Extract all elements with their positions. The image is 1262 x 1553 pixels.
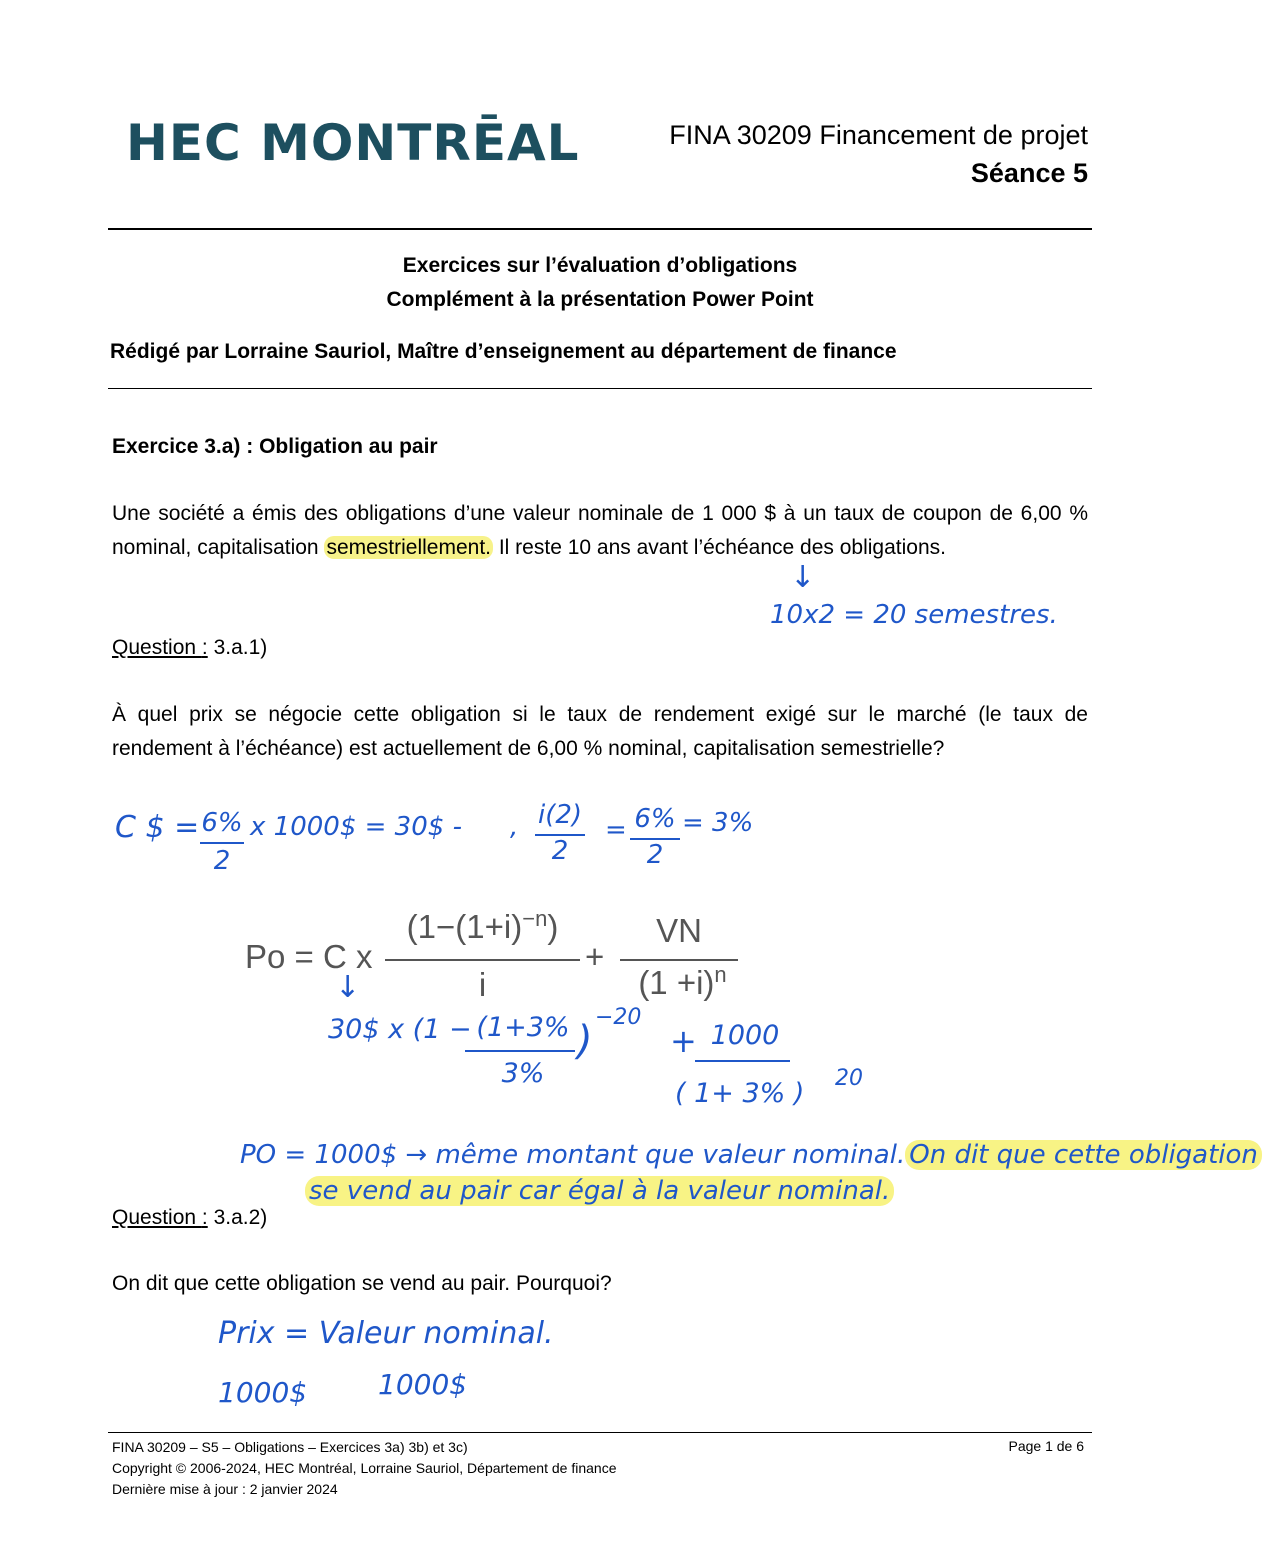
handwritten-fraction-bar bbox=[200, 842, 244, 844]
handwritten-rate-eq: = bbox=[605, 815, 627, 845]
formula-denominator-1: i bbox=[478, 966, 487, 1003]
formula-denominator-2 bbox=[620, 962, 745, 1002]
handwritten-comma: , bbox=[510, 812, 519, 842]
question-1-label bbox=[112, 631, 1088, 665]
statement-part2: Il reste 10 ans avant l’échéance des obligations. bbox=[493, 536, 946, 559]
handwritten-answer: Prix = Valeur nominal. bbox=[218, 1316, 554, 1351]
handwritten-calc-den2: ( 1+ 3% ) bbox=[675, 1078, 805, 1109]
footer-divider bbox=[108, 1432, 1092, 1433]
formula-numerator-1 bbox=[385, 906, 580, 946]
handwritten-rate-den: 2 bbox=[551, 836, 569, 866]
handwritten-calc-den: 3% bbox=[501, 1058, 545, 1089]
handwritten-fraction-bar bbox=[465, 1050, 575, 1052]
course-header bbox=[669, 116, 1088, 192]
author-line: Rédigé par Lorraine Sauriol, Maître d’enseignement au département de finance bbox=[110, 340, 897, 363]
formula-exp2: n bbox=[714, 962, 727, 987]
formula-numerator-2: VN bbox=[656, 912, 702, 949]
footer-last-update: Dernière mise à jour : 2 janvier 2024 bbox=[112, 1481, 338, 1497]
question-1-text: À quel prix se négocie cette obligation si le taux de rendement exigé sur le marché (le taux de rendement à l’échéance) est actuellement de 6,00 % nominal, capitalisation semestrielle? bbox=[112, 703, 1088, 760]
formula-num1-close: ) bbox=[547, 908, 559, 945]
question-label-text: Question bbox=[112, 1206, 202, 1229]
handwritten-arrow-down: ↓ bbox=[790, 560, 816, 595]
handwritten-result-line1 bbox=[240, 1140, 1262, 1170]
question-2-text: On dit que cette obligation se vend au pair. Pourquoi? bbox=[112, 1272, 612, 1295]
handwritten-coupon-num: 6% bbox=[201, 808, 243, 838]
question-label-text: Question bbox=[112, 636, 202, 659]
question-label-colon: : bbox=[201, 636, 208, 659]
handwritten-value-price: 1000$ bbox=[218, 1376, 308, 1409]
handwritten-coupon-lhs: C $ = bbox=[115, 810, 200, 845]
handwritten-calc-num: (1+3% bbox=[476, 1012, 570, 1043]
question-number: 3.a.1) bbox=[207, 636, 268, 659]
handwritten-highlight: se vend au pair car égal à la valeur nominal. bbox=[305, 1176, 894, 1206]
handwritten-calc-close: ) bbox=[577, 1018, 593, 1064]
formula-fraction-bar-1 bbox=[385, 959, 580, 961]
handwritten-calc-exp2: 20 bbox=[835, 1066, 863, 1091]
title-divider bbox=[108, 388, 1092, 389]
handwritten-highlight: On dit que cette obligation bbox=[905, 1140, 1262, 1170]
handwritten-calc-num2: 1000 bbox=[710, 1020, 780, 1051]
formula-num1-text: (1−(1+i) bbox=[406, 908, 523, 945]
highlighted-text: semestriellement. bbox=[326, 536, 492, 559]
question-number: 3.a.2) bbox=[207, 1206, 268, 1229]
session-label: Séance 5 bbox=[970, 158, 1088, 188]
document-subtitle: Complément à la présentation Power Point bbox=[386, 288, 814, 311]
handwritten-coupon-rhs: x 1000$ = 30$ - bbox=[250, 812, 462, 842]
formula-plus: + bbox=[585, 938, 605, 975]
handwritten-arrow-down: ↓ bbox=[335, 970, 361, 1005]
handwritten-rate-num: i(2) bbox=[537, 800, 583, 830]
footer-copyright: Copyright © 2006-2024, HEC Montréal, Lorraine Sauriol, Département de finance bbox=[112, 1460, 617, 1476]
formula-fraction-bar-2 bbox=[620, 959, 738, 961]
handwritten-calc-exp: −20 bbox=[595, 1005, 642, 1030]
formula-den2-text: (1 +i) bbox=[638, 964, 715, 1001]
formula-lhs: Po = C x bbox=[245, 938, 373, 975]
handwritten-fraction-bar bbox=[695, 1060, 790, 1062]
document-title: Exercices sur l’évaluation d’obligations bbox=[402, 254, 798, 277]
handwritten-value-nominal: 1000$ bbox=[378, 1368, 468, 1401]
formula-exp1: −n bbox=[522, 906, 548, 931]
handwritten-rate-den2: 2 bbox=[646, 840, 664, 870]
course-title: FINA 30209 Financement de projet bbox=[669, 120, 1088, 150]
footer-course-line: FINA 30209 – S5 – Obligations – Exercices 3a) 3b) et 3c) bbox=[112, 1439, 468, 1455]
hec-montreal-logo: HEC MONTRĒAL bbox=[126, 114, 580, 172]
statement-part1: Une société a émis des obligations d’une valeur nominale de 1 000 $ à un taux de coupon de 6,00 % nominal, capitalisation bbox=[112, 502, 1088, 559]
handwritten-result-text: PO = 1000$ → même montant que valeur nominal. bbox=[240, 1140, 906, 1170]
handwritten-semesters: 10x2 = 20 semestres. bbox=[770, 600, 1058, 630]
exercise-title: Exercice 3.a) : Obligation au pair bbox=[112, 435, 438, 458]
question-label-colon: : bbox=[201, 1206, 208, 1229]
handwritten-calc-plus: + bbox=[670, 1022, 697, 1060]
page-number: Page 1 de 6 bbox=[1008, 1438, 1084, 1454]
handwritten-rate-result: = 3% bbox=[682, 808, 754, 838]
handwritten-rate-num2: 6% bbox=[634, 804, 676, 834]
header-divider bbox=[108, 228, 1092, 230]
handwritten-calc-part1: 30$ x (1 − bbox=[328, 1014, 472, 1045]
handwritten-coupon-den: 2 bbox=[213, 846, 231, 876]
question-2-label bbox=[112, 1201, 1088, 1235]
exercise-statement bbox=[112, 497, 1088, 565]
